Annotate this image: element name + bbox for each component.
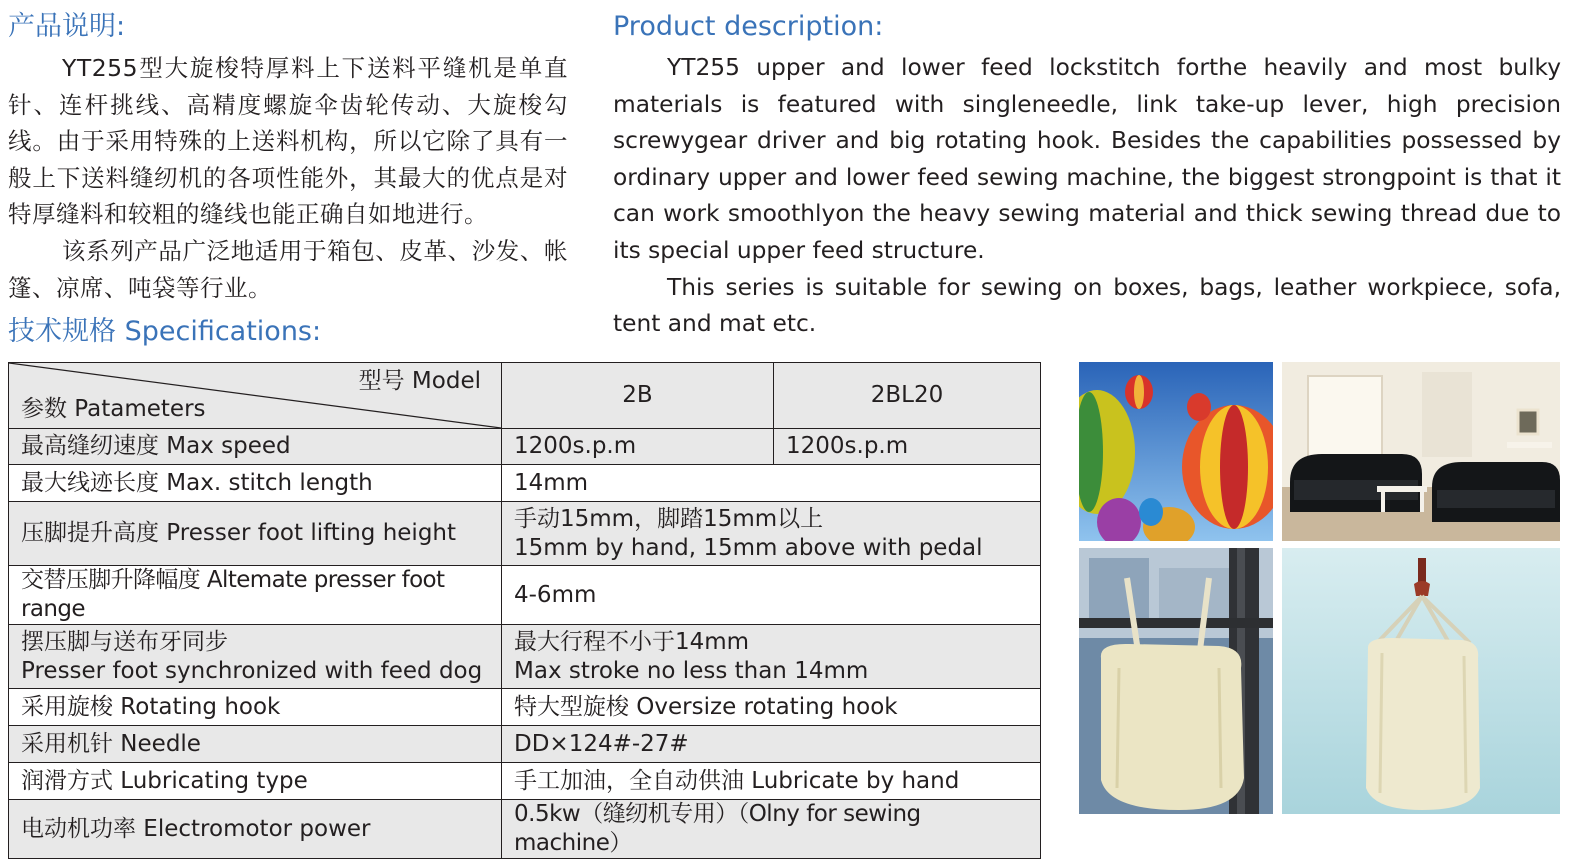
hot-air-balloons-photo <box>1079 362 1273 541</box>
row-label: 采用旋梭 Rotating hook <box>9 689 502 726</box>
row-label: 电动机功率 Electromotor power <box>9 800 502 859</box>
spec-title: 技术规格 Specifications: <box>8 316 322 347</box>
table-row <box>9 465 1041 502</box>
table-row <box>9 566 1041 625</box>
row-label: 润滑方式 Lubricating type <box>9 763 502 800</box>
header-model-label: 型号 Model <box>358 368 481 394</box>
spec-header-row <box>9 363 1041 429</box>
table-row <box>9 800 1041 859</box>
row-value-2b: 1200s.p.m <box>502 429 774 465</box>
row-value-line-1: 手动15mm，脚踏15mm以上 <box>514 505 824 532</box>
cn-paragraph-2: 该系列产品广泛地适用于箱包、皮革、沙发、帐篷、凉席、吨袋等行业。 <box>8 236 568 302</box>
table-row <box>9 502 1041 566</box>
row-label: 最大线迹长度 Max. stitch length <box>9 465 502 502</box>
row-value-2bl20: 1200s.p.m <box>774 429 1041 465</box>
row-value-line-2: 15mm by hand, 15mm above with pedal <box>514 534 983 561</box>
header-params-label: 参数 Patameters <box>21 396 206 422</box>
en-paragraph-1: YT255 upper and lower feed lockstitch forthe heavily and most bulky materials is featured with singleneedle, link take-up lever, high precision screwygear driver and big rotating hook. Besides the capabilities possessed by ordinary upper and lower feed sewing machine, the biggest strongpoint is that it can work smoothlyon the heavy sewing material and thick sewing thread due to its special upper feed structure. <box>613 54 1561 264</box>
cn-title: 产品说明: <box>8 11 126 42</box>
en-title: Product description: <box>613 11 884 42</box>
row-value <box>502 625 1041 689</box>
leather-sofa-living-room-photo <box>1282 362 1560 541</box>
bulk-bag-forklift-photo <box>1079 548 1273 814</box>
bulk-bag-hoisted-photo <box>1282 548 1560 814</box>
en-paragraph-2: This series is suitable for sewing on boxes, bags, leather workpiece, sofa, tent and mat etc. <box>613 273 1561 338</box>
en-description <box>613 50 1561 343</box>
row-label <box>9 625 502 689</box>
row-value-line-1: 最大行程不小于14mm <box>514 628 750 655</box>
row-label: 最高缝纫速度 Max speed <box>9 429 502 465</box>
header-col-2bl20: 2BL20 <box>774 363 1041 429</box>
row-value: 0.5kw（缝纫机专用）（Olny for sewing machine） <box>502 800 1041 859</box>
row-value: 手工加油，全自动供油 Lubricate by hand <box>502 763 1041 800</box>
row-value: DD×124#-27# <box>502 726 1041 763</box>
table-row <box>9 625 1041 689</box>
row-value: 4-6mm <box>502 566 1041 625</box>
spec-header-diagonal-cell <box>9 363 502 429</box>
row-label-line-2: Presser foot synchronized with feed dog <box>21 657 483 684</box>
row-value: 14mm <box>502 465 1041 502</box>
cn-paragraph-1: YT255型大旋梭特厚料上下送料平缝机是单直针、连杆挑线、高精度螺旋伞齿轮传动、大旋梭勾线。由于采用特殊的上送料机构，所以它除了具有一般上下送料缝纫机的各项性能外，其最大的优点是对特厚缝料和较粗的缝线也能正确自如地进行。 <box>8 54 568 229</box>
row-value <box>502 502 1041 566</box>
table-row <box>9 689 1041 726</box>
header-col-2b: 2B <box>502 363 774 429</box>
row-value: 特大型旋梭 Oversize rotating hook <box>502 689 1041 726</box>
row-label-line-1: 摆压脚与送布牙同步 <box>21 628 228 655</box>
spec-table <box>8 362 1041 859</box>
table-row <box>9 726 1041 763</box>
table-row <box>9 429 1041 465</box>
row-value-line-2: Max stroke no less than 14mm <box>514 657 869 684</box>
row-label: 交替压脚升降幅度 Altemate presser foot range <box>9 566 502 625</box>
table-row <box>9 763 1041 800</box>
row-label: 压脚提升高度 Presser foot lifting height <box>9 502 502 566</box>
cn-description <box>8 50 568 306</box>
row-label: 采用机针 Needle <box>9 726 502 763</box>
